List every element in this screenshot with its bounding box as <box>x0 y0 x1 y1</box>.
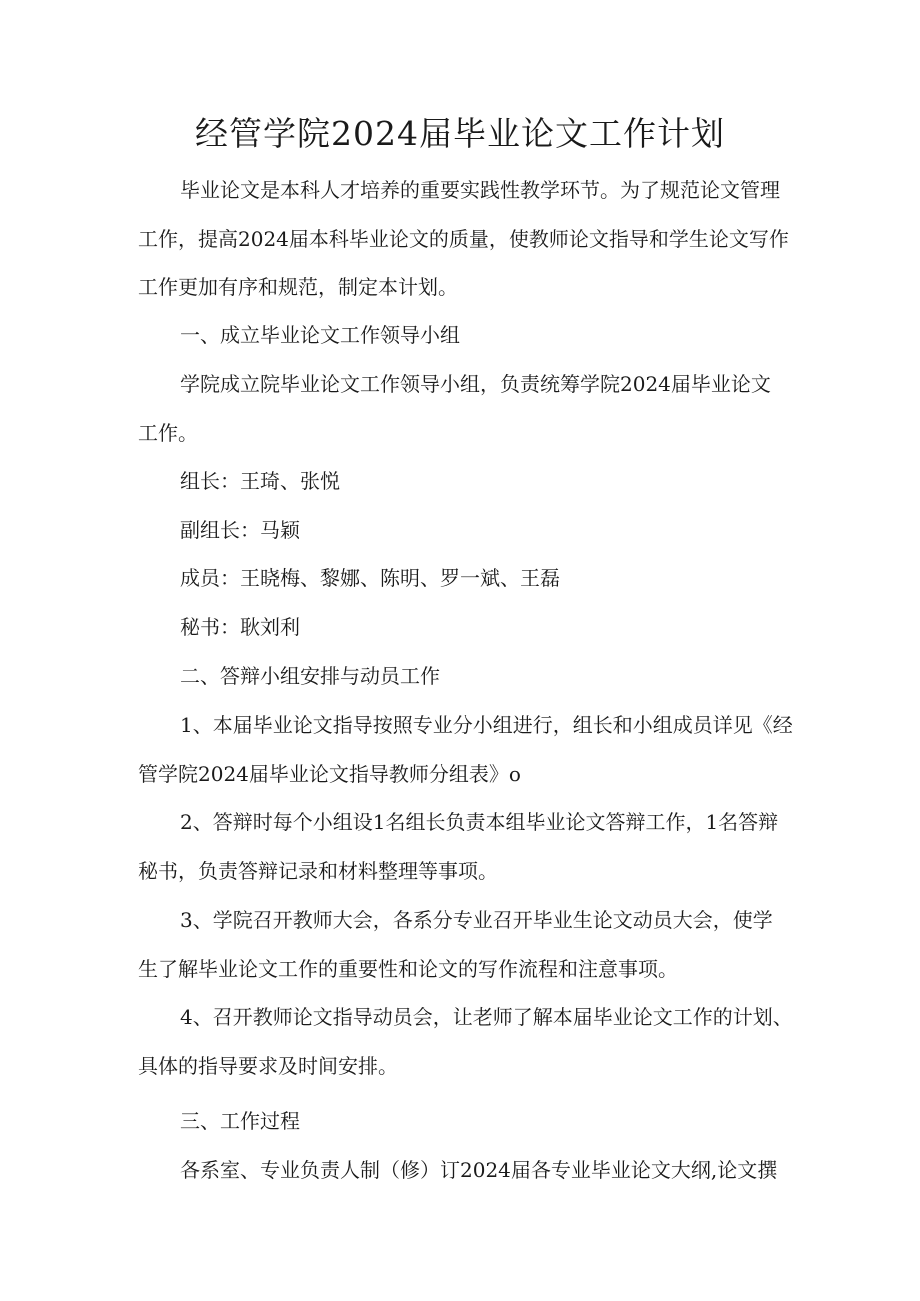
deputy-line: 副组长：马颖 <box>180 518 300 542</box>
section2-heading: 二、答辩小组安排与动员工作 <box>180 664 440 688</box>
document-title: 经管学院2024届毕业论文工作计划 <box>195 114 725 153</box>
section1-description: 工作。 <box>138 421 198 445</box>
intro-paragraph <box>138 178 788 202</box>
leader-line: 组长：王琦、张悦 <box>180 469 340 493</box>
section1-description: 学院成立院毕业论文工作领导小组，负责统筹学院2024届毕业论文 <box>180 372 771 396</box>
section2-item-1: 1、本届毕业论文指导按照专业分小组进行，组长和小组成员详见《经 <box>180 713 793 737</box>
section1-heading: 一、成立毕业论文工作领导小组 <box>180 323 460 347</box>
intro-paragraph <box>138 227 788 251</box>
intro-line: 工作更加有序和规范，制定本计划。 <box>138 275 458 299</box>
section2-item-4: 4、召开教师论文指导动员会，让老师了解本届毕业论文工作的计划、 <box>180 1005 793 1029</box>
section2-item-4: 具体的指导要求及时间安排。 <box>138 1054 398 1078</box>
section2-item-1: 管学院2024届毕业论文指导教师分组表》o <box>138 762 521 786</box>
members-line: 成员：王晓梅、黎娜、陈明、罗一斌、王磊 <box>180 566 560 590</box>
section3-description: 各系室、专业负责人制（修）订2024届各专业毕业论文大纲,论文撰 <box>180 1158 778 1182</box>
section3-heading: 三、工作过程 <box>180 1109 300 1133</box>
intro-line: 工作，提高2024届本科毕业论文的质量，使教师论文指导和学生论文写作 <box>138 227 789 251</box>
section2-item-3: 生了解毕业论文工作的重要性和论文的写作流程和注意事项。 <box>138 957 678 981</box>
intro-line: 毕业论文是本科人才培养的重要实践性教学环节。为了规范论文管理 <box>180 178 780 202</box>
intro-paragraph <box>138 275 788 299</box>
secretary-line: 秘书：耿刘利 <box>180 615 300 639</box>
section2-item-2: 2、答辩时每个小组设1名组长负责本组毕业论文答辩工作，1名答辩 <box>180 810 779 834</box>
section2-item-2: 秘书，负责答辩记录和材料整理等事项。 <box>138 859 498 883</box>
section2-item-3: 3、学院召开教师大会，各系分专业召开毕业生论文动员大会，使学 <box>180 908 773 932</box>
